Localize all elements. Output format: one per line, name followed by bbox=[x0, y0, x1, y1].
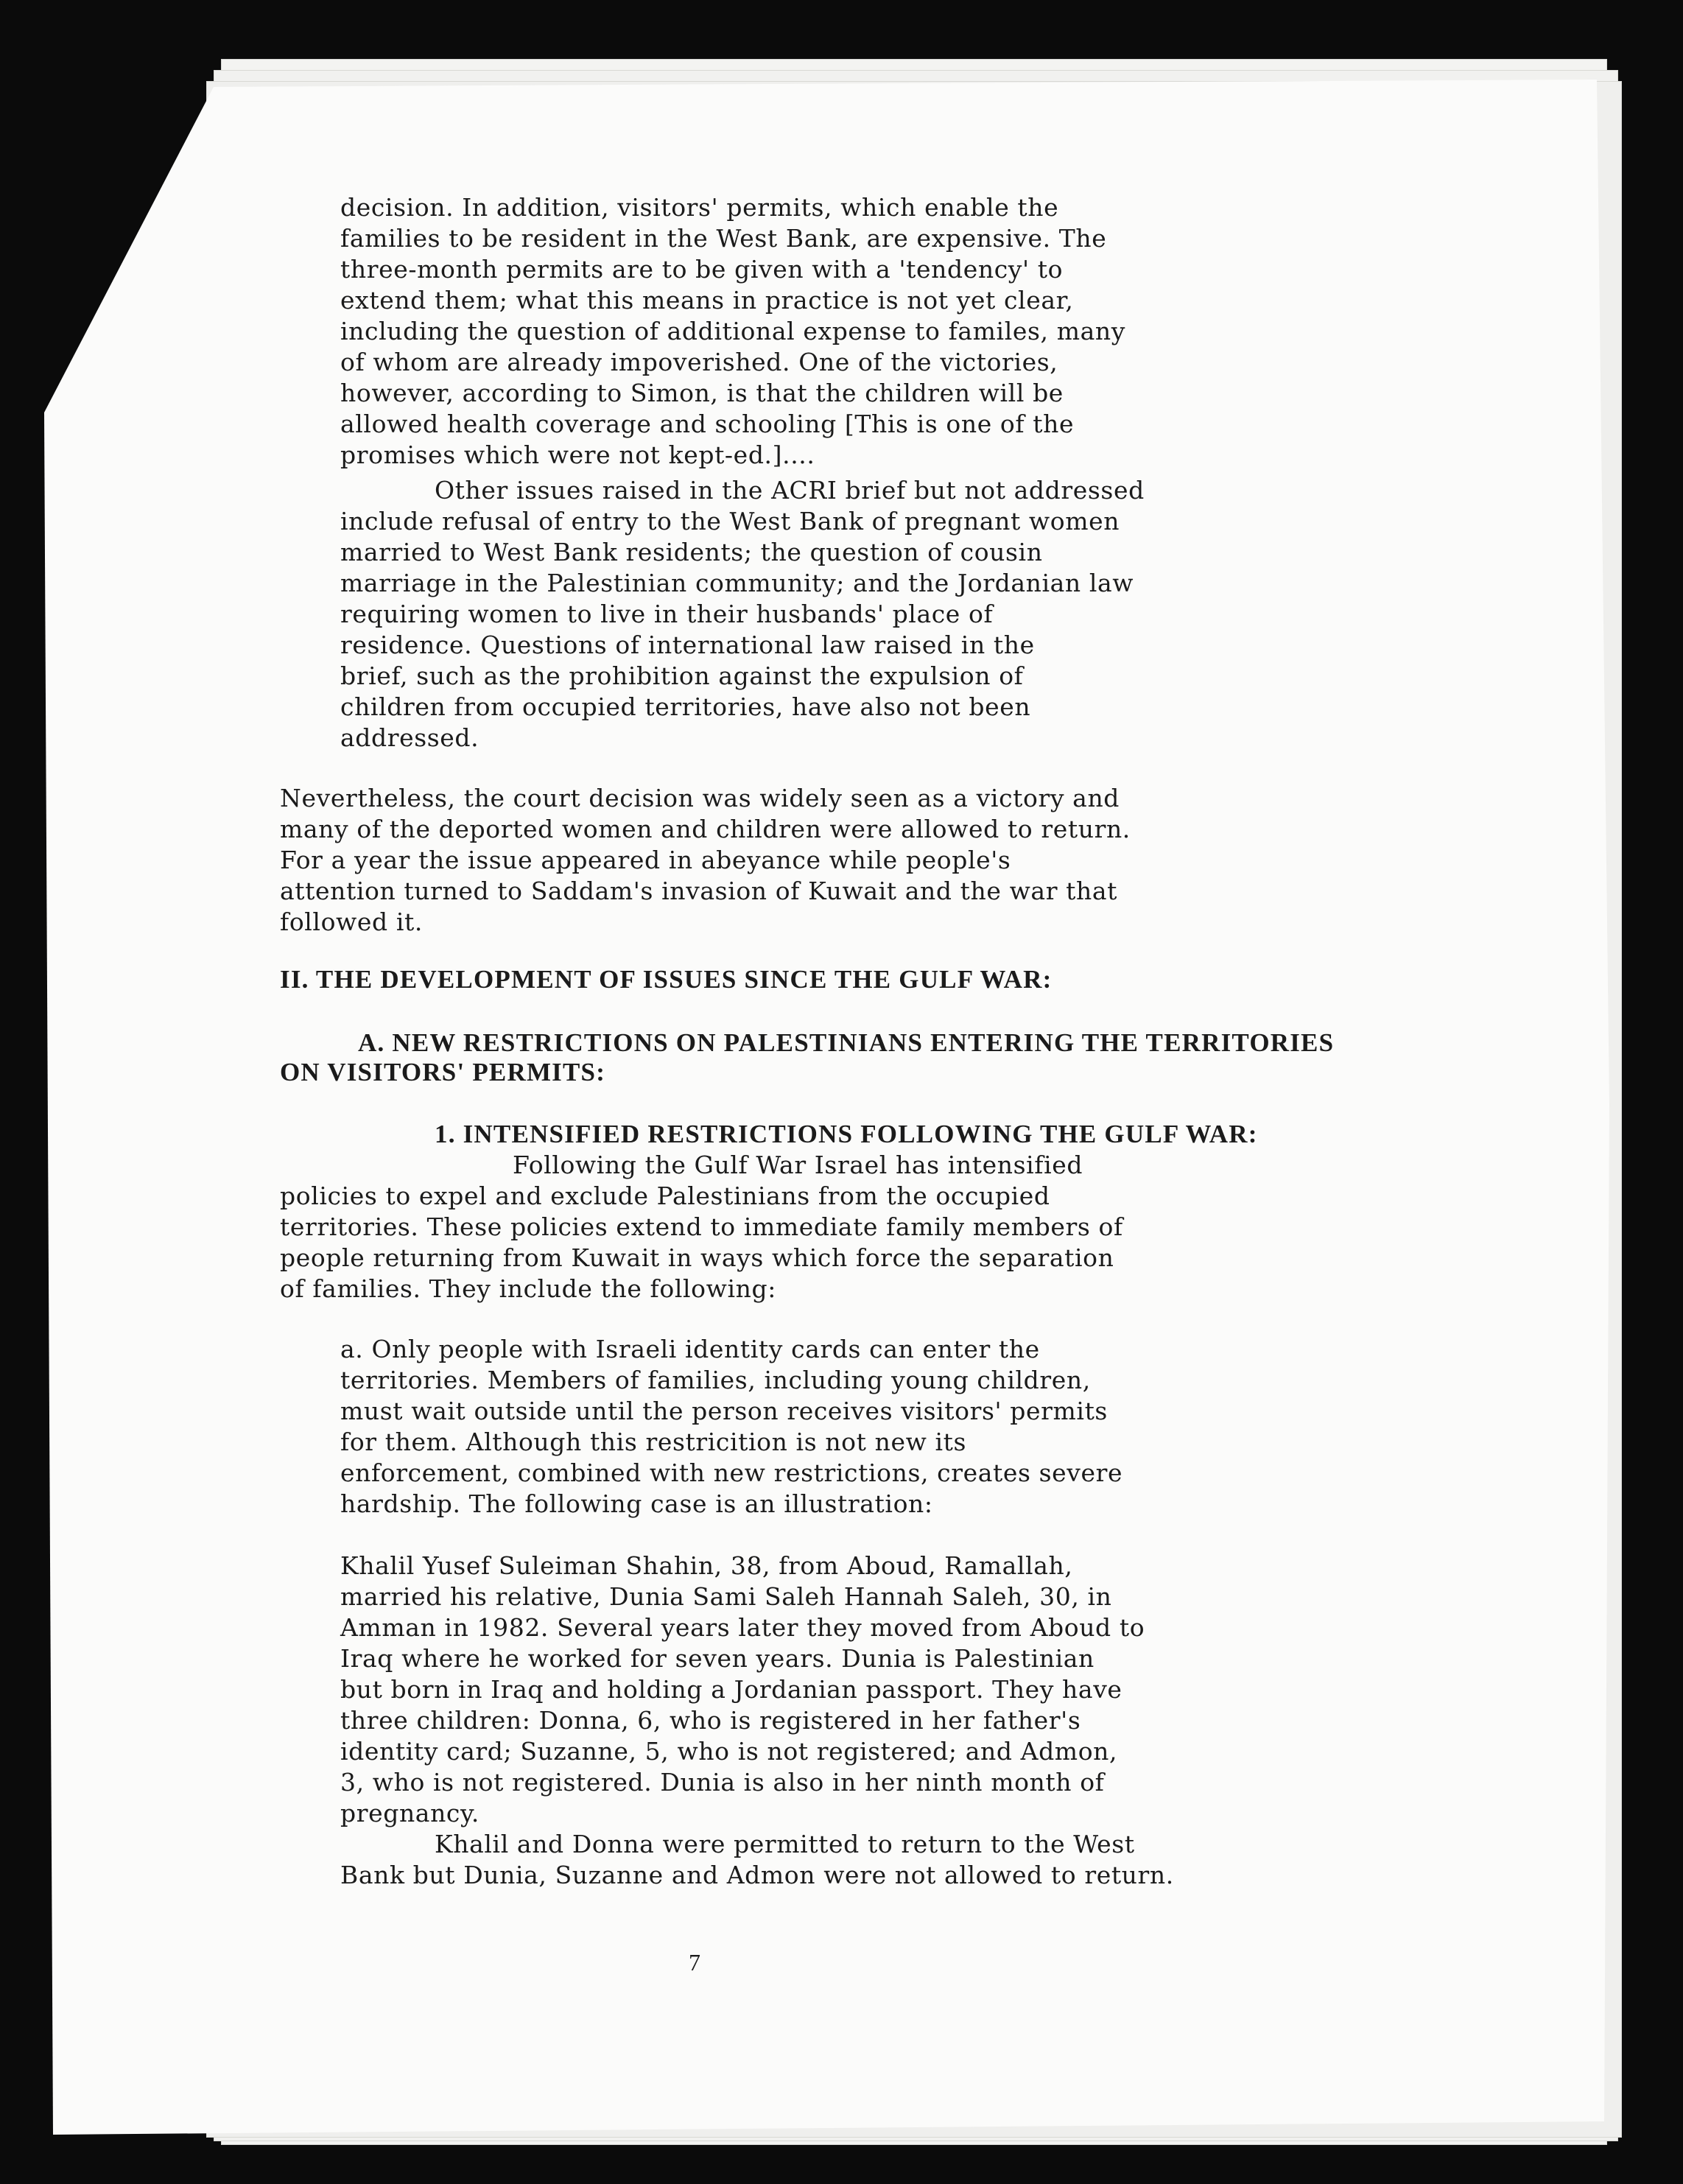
text-line: brief, such as the prohibition against the expulsion of bbox=[340, 661, 1024, 690]
text-line: addressed. bbox=[340, 723, 479, 752]
text-line: married his relative, Dunia Sami Saleh Hannah Saleh, 30, in bbox=[340, 1582, 1112, 1611]
subsection-heading: A. NEW RESTRICTIONS ON PALESTINIANS ENTERING THE TERRITORIES bbox=[358, 1028, 1335, 1057]
text-line: territories. Members of families, including young children, bbox=[340, 1366, 1091, 1394]
text-line: decision. In addition, visitors' permits, which enable the bbox=[340, 193, 1059, 222]
text-line: identity card; Suzanne, 5, who is not registered; and Admon, bbox=[340, 1737, 1118, 1766]
text-line: families to be resident in the West Bank, are expensive. The bbox=[340, 224, 1107, 253]
text-line: enforcement, combined with new restrictions, creates severe bbox=[340, 1458, 1123, 1487]
subsection-heading: ON VISITORS' PERMITS: bbox=[280, 1058, 606, 1086]
text-line: of whom are already impoverished. One of the victories, bbox=[340, 348, 1058, 376]
text-line: attention turned to Saddam's invasion of Kuwait and the war that bbox=[280, 877, 1118, 905]
text-line: Amman in 1982. Several years later they moved from Aboud to bbox=[340, 1613, 1145, 1642]
text-line: Nevertheless, the court decision was widely seen as a victory and bbox=[280, 784, 1120, 812]
text-line: Khalil and Donna were permitted to return to the West bbox=[435, 1830, 1135, 1858]
text-line: followed it. bbox=[280, 907, 423, 936]
text-line: For a year the issue appeared in abeyance while people's bbox=[280, 846, 1011, 874]
text-line: Bank but Dunia, Suzanne and Admon were not allowed to return. bbox=[340, 1861, 1174, 1889]
page-number: 7 bbox=[689, 1949, 700, 1976]
text-line: Other issues raised in the ACRI brief but not addressed bbox=[435, 476, 1145, 505]
text-line: extend them; what this means in practice is not yet clear, bbox=[340, 286, 1074, 315]
text-line: must wait outside until the person receives visitors' permits bbox=[340, 1397, 1108, 1425]
text-line: including the question of additional expense to familes, many bbox=[340, 317, 1125, 345]
sub-subsection-heading: 1. INTENSIFIED RESTRICTIONS FOLLOWING THE GULF WAR: bbox=[435, 1120, 1258, 1148]
text-line: policies to expel and exclude Palestinians from the occupied bbox=[280, 1181, 1050, 1210]
text-line: but born in Iraq and holding a Jordanian passport. They have bbox=[340, 1675, 1122, 1704]
text-line: territories. These policies extend to immediate family members of bbox=[280, 1212, 1123, 1241]
text-line: hardship. The following case is an illustration: bbox=[340, 1489, 933, 1518]
text-line: for them. Although this restricition is not new its bbox=[340, 1428, 967, 1456]
text-line: pregnancy. bbox=[340, 1799, 479, 1827]
text-line: allowed health coverage and schooling [This is one of the bbox=[340, 410, 1075, 438]
text-line: residence. Questions of international law raised in the bbox=[340, 631, 1035, 659]
text-line: a. Only people with Israeli identity cards can enter the bbox=[340, 1335, 1040, 1363]
text-line: of families. They include the following: bbox=[280, 1274, 776, 1303]
text-line: many of the deported women and children were allowed to return. bbox=[280, 815, 1131, 843]
text-line: three children: Donna, 6, who is registered in her father's bbox=[340, 1706, 1081, 1735]
text-line: requiring women to live in their husbands' place of bbox=[340, 600, 994, 628]
text-line: include refusal of entry to the West Bank of pregnant women bbox=[340, 507, 1120, 536]
text-line: Iraq where he worked for seven years. Dunia is Palestinian bbox=[340, 1644, 1095, 1673]
text-line: people returning from Kuwait in ways which force the separation bbox=[280, 1243, 1114, 1272]
text-line: three-month permits are to be given with a 'tendency' to bbox=[340, 255, 1064, 284]
text-line: children from occupied territories, have also not been bbox=[340, 692, 1031, 721]
section-heading: II. THE DEVELOPMENT OF ISSUES SINCE THE GULF WAR: bbox=[280, 965, 1053, 994]
text-line: married to West Bank residents; the question of cousin bbox=[340, 538, 1043, 566]
text-line: 3, who is not registered. Dunia is also in her ninth month of bbox=[340, 1768, 1105, 1797]
text-line: Khalil Yusef Suleiman Shahin, 38, from Aboud, Ramallah, bbox=[340, 1551, 1073, 1580]
text-line: Following the Gulf War Israel has intensified bbox=[513, 1151, 1083, 1179]
text-line: marriage in the Palestinian community; and the Jordanian law bbox=[340, 569, 1134, 597]
text-line: however, according to Simon, is that the children will be bbox=[340, 379, 1064, 407]
text-line: promises which were not kept-ed.].... bbox=[340, 440, 815, 469]
